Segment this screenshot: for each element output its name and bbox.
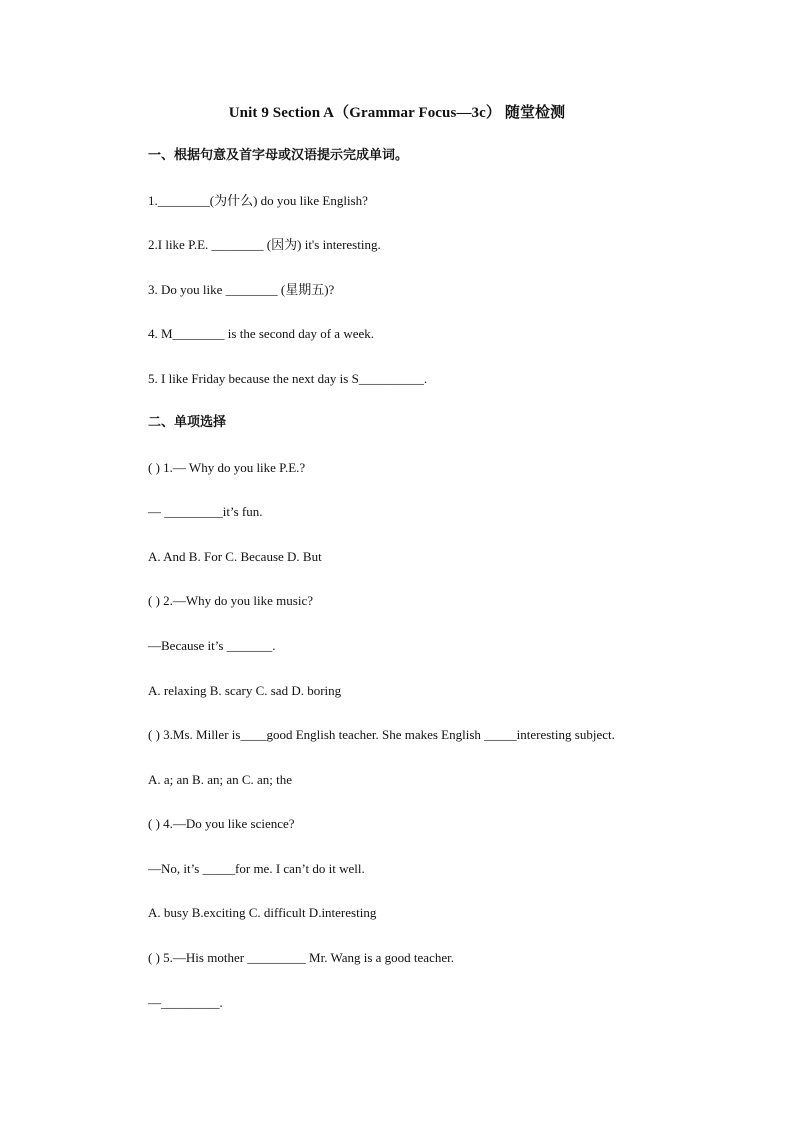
question-3-stem: ( ) 3.Ms. Miller is____good English teacher. She makes English _____interesting subject. [148,727,615,742]
fill-blank-item-4: 4. M________ is the second day of a week. [148,326,375,341]
question-2-options: A. relaxing B. scary C. sad D. boring [148,683,342,698]
question-4-stem: ( ) 4.—Do you like science? [148,816,295,831]
question-1-response: — _________it’s fun. [148,504,263,519]
question-2-stem: ( ) 2.—Why do you like music? [148,593,313,608]
question-5-stem: ( ) 5.—His mother _________ Mr. Wang is a good teacher. [148,950,454,965]
fill-blank-item-1: 1.________(为什么) do you like English? [148,193,368,208]
fill-blank-item-3: 3. Do you like ________ (星期五)? [148,282,335,297]
question-1-options: A. And B. For C. Because D. But [148,549,322,564]
question-3-options: A. a; an B. an; an C. an; the [148,772,293,787]
fill-blank-item-2: 2.I like P.E. ________ (因为) it's interesting. [148,237,381,252]
question-4-options: A. busy B.exciting C. difficult D.interesting [148,905,377,920]
question-5-response: —_________. [148,995,223,1010]
question-4-response: —No, it’s _____for me. I can’t do it well. [148,861,365,876]
page-title: Unit 9 Section A（Grammar Focus—3c） 随堂检测 [228,105,566,121]
fill-blank-item-5: 5. I like Friday because the next day is S__________. [148,371,428,386]
question-1-stem: ( ) 1.— Why do you like P.E.? [148,460,306,475]
question-2-response: —Because it’s _______. [148,638,276,653]
section-2-heading: 二、单项选择 [148,415,227,430]
section-1-heading: 一、根据句意及首字母或汉语提示完成单词。 [148,148,409,163]
